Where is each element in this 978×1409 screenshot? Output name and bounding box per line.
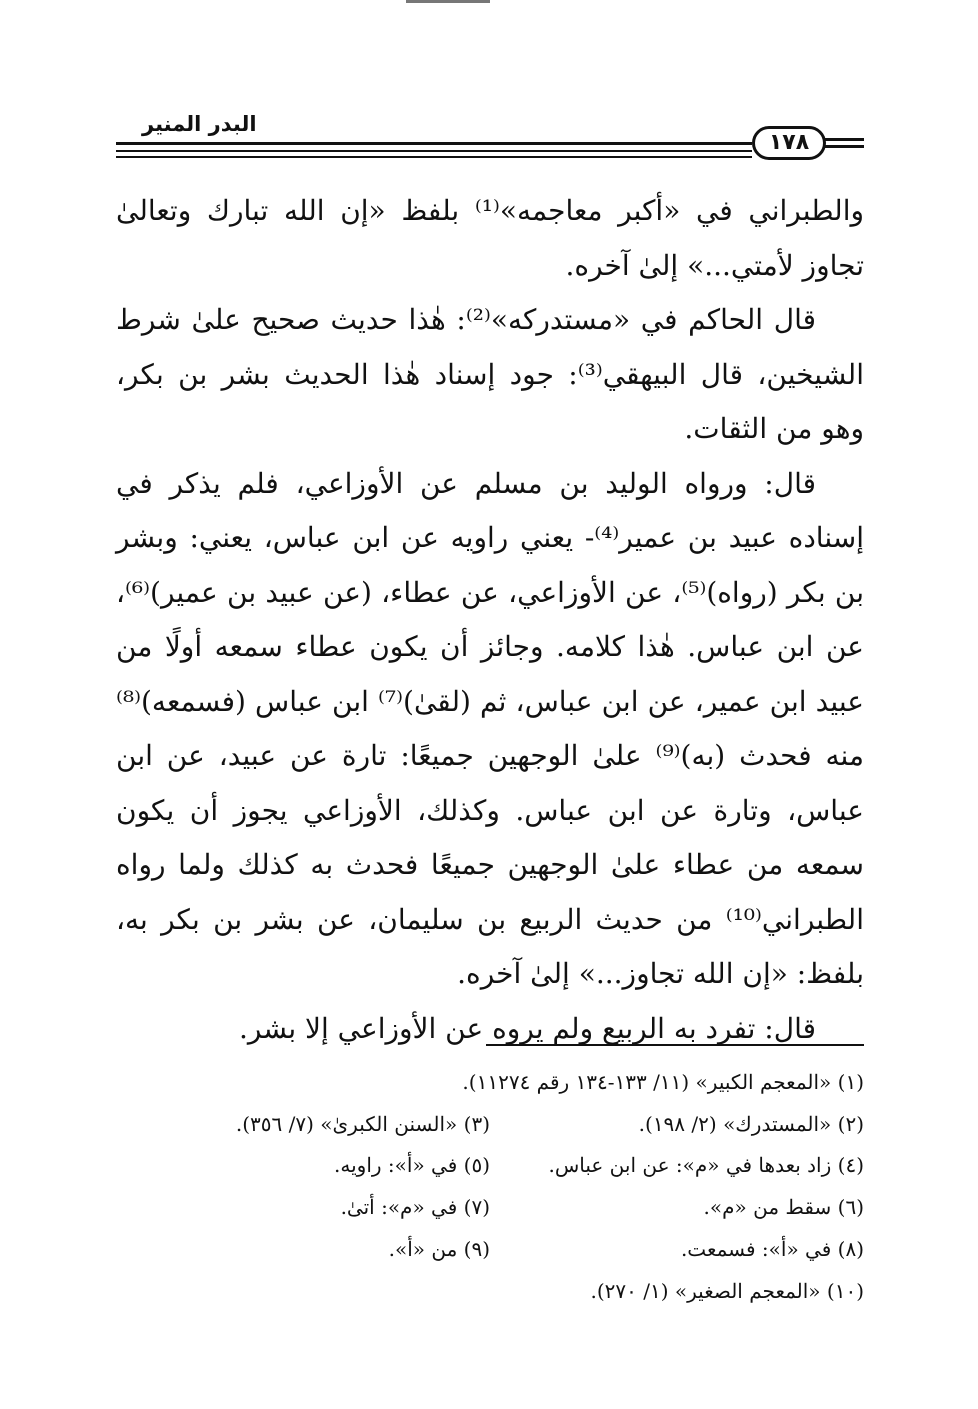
footnote-row (116, 1062, 864, 1104)
footnotes (116, 1062, 864, 1312)
page-header (116, 112, 864, 158)
footnote: (٤) زاد بعدها في «م»: عن ابن عباس. (548, 1153, 864, 1178)
paragraph: قال: تفرد به الربيع ولم يروه عن الأوزاعي إلا بشر. (238, 1011, 816, 1045)
footnote: (٧) في «م»: أتىٰ. (340, 1195, 490, 1220)
footnote: (١) «المعجم الكبير» (١١/ ١٣٣-١٣٤ رقم ١١٢٧٤). (462, 1070, 864, 1094)
footnote-row (116, 1145, 864, 1187)
paragraph: قال الحاكم في «مستدركه»⁽²⁾: هٰذا حديث صحيح علىٰ شرط الشيخين، قال البيهقي⁽³⁾: جود إسناد هٰذا الحديث بشر بن بكر، وهو من الثقات. (116, 303, 864, 445)
footnote: (٥) في «أ»: راويه. (334, 1153, 490, 1178)
footnote: (٦) سقط من «م». (703, 1195, 864, 1220)
book-title: البدر المنير (142, 112, 257, 136)
header-ornament (824, 138, 864, 141)
footnote: (١٠) «المعجم الصغير» (١/ ٢٧٠). (590, 1278, 864, 1303)
footnote-row (116, 1104, 864, 1146)
header-ornament (824, 145, 864, 148)
header-rule (116, 150, 752, 152)
footnote-row (116, 1187, 864, 1229)
footnote: (٣) «السنن الكبرىٰ» (٧/ ٣٥٦). (235, 1111, 490, 1136)
paragraph: والطبراني في «أكبر معاجمه»⁽¹⁾ بلفظ «إن الله تبارك وتعالىٰ تجاوز لأمتي...» إلىٰ آخره. (116, 194, 864, 282)
page-number: ١٧٨ (752, 126, 826, 160)
footnote: (٩) من «أ». (388, 1236, 490, 1261)
footnote: (٢) «المستدرك» (٢/ ١٩٨). (638, 1111, 864, 1136)
footnote-row (116, 1271, 864, 1313)
scan-edge-mark (406, 0, 490, 3)
header-rule (116, 142, 752, 145)
footnote: (٨) في «أ»: فسمعت. (680, 1236, 864, 1261)
footnote-separator (486, 1044, 864, 1046)
header-rule (116, 156, 752, 158)
paragraph: قال: ورواه الوليد بن مسلم عن الأوزاعي، فلم يذكر في إسناده عبيد بن عمير⁽⁴⁾- يعني راويه عن ابن عباس، يعني: وبشر بن بكر (رواه)⁽⁵⁾، عن الأوزاعي، عن عطاء، (عن عبيد بن عمير)⁽⁶⁾، عن ابن عباس. هٰذا كلامه. وجائز أن يكون عطاء سمعه أولًا من عبيد ابن عمير، عن ابن عباس، ثم (لقىٰ)⁽⁷⁾ ابن عباس (فسمعه)⁽⁸⁾ منه فحدث (به)⁽⁹⁾ علىٰ الوجهين جميعًا: تارة عن عبيد، عن ابن عباس، وتارة عن ابن عباس. وكذلك، الأوزاعي يجوز أن يكون سمعه من عطاء علىٰ الوجهين جميعًا فحدث به كذلك ولما رواه الطبراني⁽¹⁰⁾ من حديث الربيع بن سليمان، عن بشر بن بكر به، بلفظ: «إن الله تجاوز...» إلىٰ آخره. (116, 466, 865, 990)
main-text (116, 184, 864, 1056)
footnote-row (116, 1229, 864, 1271)
